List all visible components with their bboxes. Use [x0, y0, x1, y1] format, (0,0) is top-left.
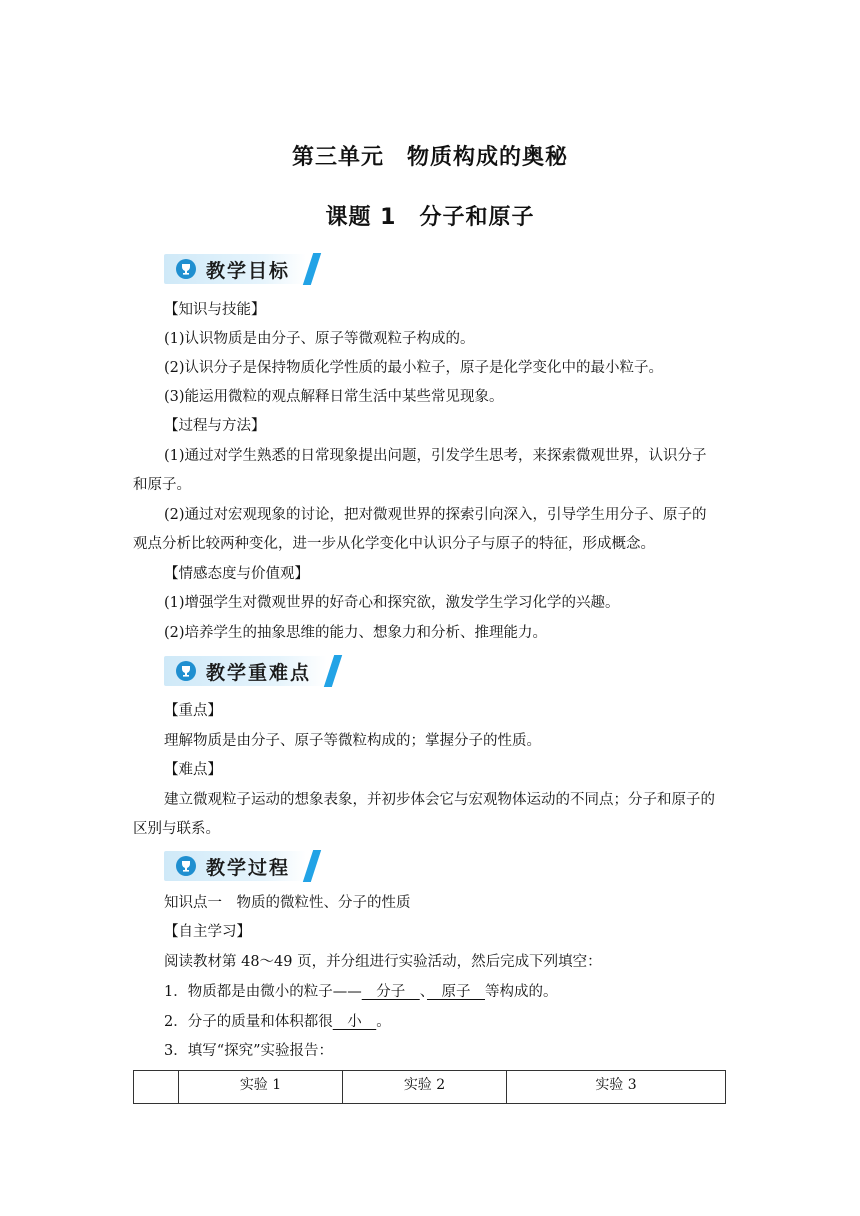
heading-self-study: 【自主学习】: [164, 924, 251, 940]
paragraph: 阅读教材第 48～49 页，并分组进行实验活动，然后完成下列填空：: [164, 954, 602, 970]
heading-process-method: 【过程与方法】: [164, 418, 266, 434]
section-title: 教学过程: [206, 856, 291, 879]
unit-title: 第三单元 物质构成的奥秘: [291, 145, 568, 170]
section-banner-key-points: [164, 655, 337, 687]
heading-key: 【重点】: [164, 703, 222, 719]
trophy-icon: [176, 661, 196, 681]
paragraph: (2)认识分子是保持物质化学性质的最小粒子，原子是化学变化中的最小粒子。: [164, 360, 664, 376]
paragraph: 和原子。: [133, 477, 191, 493]
table-header-cell: 实验 2: [343, 1071, 507, 1104]
table-header-cell: 实验 1: [179, 1071, 343, 1104]
paragraph: 建立微观粒子运动的想象表象，并初步体会它与宏观物体运动的不同点；分子和原子的: [164, 792, 715, 808]
table-row: [134, 1071, 726, 1104]
lesson-title: 课题 1 分子和原子: [325, 205, 535, 230]
paragraph: (2)培养学生的抽象思维的能力、想象力和分析、推理能力。: [164, 625, 548, 641]
knowledge-point-title: 知识点一 物质的微粒性、分子的性质: [164, 895, 411, 911]
question-text: 。: [376, 1014, 391, 1030]
heading-difficulty: 【难点】: [164, 762, 222, 778]
paragraph: (1)增强学生对微观世界的好奇心和探究欲，激发学生学习化学的兴趣。: [164, 595, 620, 611]
experiment-report-table: [133, 1070, 726, 1104]
question-text: 等构成的。: [484, 984, 558, 1000]
table-header-cell: [134, 1071, 179, 1104]
paragraph: (3)能运用微粒的观点解释日常生活中某些常见现象。: [164, 389, 504, 405]
heading-attitude: 【情感态度与价值观】: [164, 566, 309, 582]
paragraph: 观点分析比较两种变化，进一步从化学变化中认识分子与原子的特征，形成概念。: [133, 536, 655, 552]
answer-blank: 原子: [426, 984, 485, 1000]
section-title: 教学目标: [206, 259, 291, 282]
paragraph: (1)通过对学生熟悉的日常现象提出问题，引发学生思考，来探索微观世界，认识分子: [164, 448, 707, 464]
section-banner-process: [164, 850, 316, 882]
fill-question-1: [164, 982, 557, 1002]
paragraph: (2)通过对宏观现象的讨论，把对微观世界的探索引向深入，引导学生用分子、原子的: [164, 507, 707, 523]
fill-question-3: 3．填写“探究”实验报告：: [164, 1043, 334, 1059]
table-header-cell: 实验 3: [507, 1071, 726, 1104]
trophy-icon: [176, 259, 196, 279]
section-banner-objectives: [164, 253, 316, 285]
section-title: 教学重难点: [206, 661, 312, 684]
paragraph: 区别与联系。: [133, 821, 220, 837]
question-text: 2．分子的质量和体积都很: [164, 1014, 333, 1030]
heading-knowledge: 【知识与技能】: [164, 302, 266, 318]
paragraph: 理解物质是由分子、原子等微粒构成的；掌握分子的性质。: [164, 733, 541, 749]
fill-question-2: [164, 1012, 391, 1032]
answer-blank: 小: [332, 1014, 377, 1030]
question-text: 、: [419, 984, 427, 1000]
answer-blank: 分子: [361, 984, 420, 1000]
trophy-icon: [176, 856, 196, 876]
paragraph: (1)认识物质是由分子、原子等微观粒子构成的。: [164, 331, 475, 347]
question-text: 1．物质都是由微小的粒子——: [164, 984, 362, 1000]
